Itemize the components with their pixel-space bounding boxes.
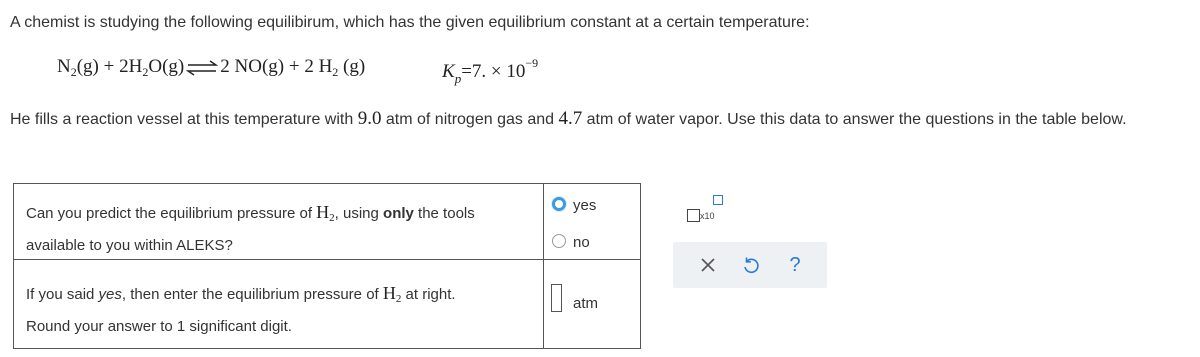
intro-text: A chemist is studying the following equilibirum, which has the given equilibrium constant at a certain temperature: — [10, 14, 810, 31]
eq-no: 2 NO — [220, 56, 262, 77]
yes-radio[interactable] — [552, 197, 566, 211]
no-radio[interactable] — [552, 234, 566, 248]
help-button[interactable]: ? — [789, 254, 801, 276]
question-enter-pressure: If you said yes, then enter the equilibrium pressure of $H_2$ at right. Round your answer to 1 significant digit. — [26, 283, 456, 335]
equilibrium-constant: $K_p=7$. × $10^{-9}$ — [442, 56, 539, 86]
table-divider — [543, 184, 544, 348]
problem-data-text: He fills a reaction vessel at this temperature with 9.0 atm of nitrogen gas and 4.7 atm of water vapor. Use this data to answer the questions in the table below. — [10, 108, 1127, 129]
mantissa-box-icon — [687, 209, 700, 222]
n2-pressure: 9.0 — [357, 108, 382, 129]
pressure-answer-input[interactable] — [551, 284, 562, 312]
eq-state: (g) — [76, 56, 99, 77]
eq-h2o-coef: 2 — [119, 56, 129, 77]
yes-label[interactable]: yes — [573, 197, 597, 214]
h2o-pressure: 4.7 — [558, 108, 583, 129]
eq-plus: + — [288, 56, 300, 77]
chemical-equation: $N_2(g) + 2H_2O(g)$ 2 NO(g) + 2 $H_2$ (g) — [57, 56, 366, 79]
question-predict: Can you predict the equilibrium pressure of $H_2$, using only the tools available to you within ALEKS? — [26, 202, 475, 254]
answer-tools-panel — [673, 242, 827, 288]
scientific-notation-button[interactable] — [684, 195, 728, 225]
eq-n2: N — [57, 56, 71, 77]
undo-icon[interactable] — [740, 254, 762, 276]
unit-label: atm — [573, 295, 599, 312]
eq-plus: + — [103, 56, 115, 77]
no-label[interactable]: no — [573, 234, 590, 251]
close-icon[interactable] — [697, 254, 719, 276]
question-table — [13, 183, 641, 349]
exponent-box-icon — [713, 195, 723, 205]
equilibrium-arrow-icon — [186, 60, 218, 76]
x10-label: x10 — [700, 211, 715, 221]
